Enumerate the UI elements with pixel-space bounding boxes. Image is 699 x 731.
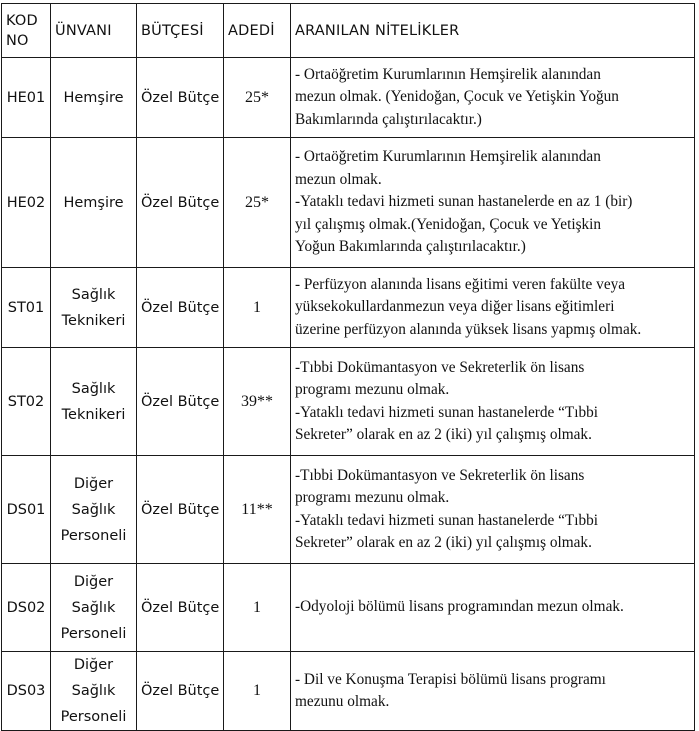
requirement-line: Bakımlarında çalıştırılacaktır.) <box>295 110 482 128</box>
row-title-line: Sağlık <box>71 380 116 397</box>
row-title-line: Teknikeri <box>61 406 126 423</box>
row-title-line: Sağlık <box>71 501 116 518</box>
header-no-label: NO <box>6 32 29 49</box>
row-title-line: Personeli <box>60 709 127 725</box>
table-row <box>2 652 695 731</box>
requirement-line: yıl çalışmış olmak.(Yenidoğan, Çocuk ve Yetişkin <box>295 215 602 233</box>
requirement-line: mezun olmak. <box>295 170 382 188</box>
row-requirements <box>291 348 695 456</box>
row-requirements <box>291 652 695 731</box>
requirement-line: - Perfüzyon alanında lisans eğitimi veren fakülte veya <box>295 275 626 293</box>
table-row <box>2 138 695 268</box>
staff-recruitment-table <box>1 3 695 731</box>
row-count: 1 <box>224 268 291 348</box>
row-budget: Özel Bütçe <box>137 652 224 731</box>
row-title <box>51 348 137 456</box>
row-budget: Özel Bütçe <box>137 564 224 652</box>
row-title-line: Personeli <box>60 625 127 642</box>
requirement-line: mezun olmak. (Yenidoğan, Çocuk ve Yetişkin Yoğun <box>295 88 619 106</box>
table-row <box>2 456 695 564</box>
requirement-line: -Tıbbi Dokümantasyon ve Sekreterlik ön lisans <box>295 466 585 484</box>
row-count: 1 <box>224 652 291 731</box>
requirement-line: - Ortaöğretim Kurumlarının Hemşirelik alanından <box>295 148 601 166</box>
table-row <box>2 58 695 138</box>
table-body <box>2 58 695 731</box>
requirement-line: -Yataklı tedavi hizmeti sunan hastanelerde “Tıbbi <box>295 511 599 529</box>
row-title-line: Hemşire <box>63 194 124 211</box>
requirement-line: - Dil ve Konuşma Terapisi bölümü lisans programı <box>295 670 606 688</box>
row-count: 25* <box>224 138 291 268</box>
requirement-line: -Yataklı tedavi hizmeti sunan hastanelerde en az 1 (bir) <box>295 193 633 211</box>
row-code: DS01 <box>2 456 51 564</box>
row-title-line: Diğer <box>73 573 114 590</box>
row-title-line: Diğer <box>73 475 114 492</box>
requirement-line: mezunu olmak. <box>295 693 390 710</box>
row-requirements <box>291 564 695 652</box>
requirement-line: yüksekokullardanmezun veya diğer lisans eğitimleri <box>295 298 615 316</box>
row-title-line: Teknikeri <box>61 312 126 329</box>
row-title <box>51 564 137 652</box>
row-title-line: Sağlık <box>71 599 116 616</box>
header-title: ÜNVANI <box>51 4 137 58</box>
table-row <box>2 348 695 456</box>
row-requirements <box>291 138 695 268</box>
row-budget: Özel Bütçe <box>137 456 224 564</box>
row-title-line: Hemşire <box>63 89 124 106</box>
table-header-row <box>2 4 695 58</box>
row-title-line: Diğer <box>73 657 114 673</box>
requirement-line: -Tıbbi Dokümantasyon ve Sekreterlik ön lisans <box>295 358 585 376</box>
requirement-line: programı mezunu olmak. <box>295 381 450 399</box>
header-requirements: ARANILAN NİTELİKLER <box>291 4 695 58</box>
table-row <box>2 564 695 652</box>
row-title <box>51 58 137 138</box>
row-requirements <box>291 268 695 348</box>
row-count: 11** <box>224 456 291 564</box>
header-code-label: KOD <box>6 12 38 29</box>
row-budget: Özel Bütçe <box>137 138 224 268</box>
row-code: ST02 <box>2 348 51 456</box>
row-budget: Özel Bütçe <box>137 268 224 348</box>
row-title <box>51 138 137 268</box>
row-budget: Özel Bütçe <box>137 348 224 456</box>
row-title-line: Sağlık <box>71 683 116 699</box>
row-code: DS03 <box>2 652 51 731</box>
row-count: 25* <box>224 58 291 138</box>
row-code: HE02 <box>2 138 51 268</box>
requirement-line: Sekreter” olarak en az 2 (iki) yıl çalışmış olmak. <box>295 425 592 443</box>
requirement-line: Yoğun Bakımlarında çalıştırılacaktır.) <box>295 238 526 256</box>
row-title-line: Sağlık <box>71 286 116 303</box>
row-budget: Özel Bütçe <box>137 58 224 138</box>
row-requirements <box>291 58 695 138</box>
table-row <box>2 268 695 348</box>
header-budget: BÜTÇESİ <box>137 4 224 58</box>
row-title <box>51 268 137 348</box>
row-title <box>51 652 137 731</box>
requirement-line: - Ortaöğretim Kurumlarının Hemşirelik alanından <box>295 65 601 83</box>
row-requirements <box>291 456 695 564</box>
requirement-line: -Yataklı tedavi hizmeti sunan hastanelerde “Tıbbi <box>295 403 599 421</box>
row-count: 39** <box>224 348 291 456</box>
requirement-line: Sekreter” olarak en az 2 (iki) yıl çalışmış olmak. <box>295 533 592 551</box>
requirement-line: programı mezunu olmak. <box>295 489 450 507</box>
row-code: HE01 <box>2 58 51 138</box>
row-title-line: Personeli <box>60 527 127 544</box>
row-count: 1 <box>224 564 291 652</box>
row-code: ST01 <box>2 268 51 348</box>
requirement-line: üzerine perfüzyon alanında yüksek lisans yapmış olmak. <box>295 320 642 338</box>
requirement-line: -Odyoloji bölümü lisans programından mezun olmak. <box>295 598 624 616</box>
row-title <box>51 456 137 564</box>
row-code: DS02 <box>2 564 51 652</box>
header-code-no <box>2 4 51 58</box>
header-count: ADEDİ <box>224 4 291 58</box>
